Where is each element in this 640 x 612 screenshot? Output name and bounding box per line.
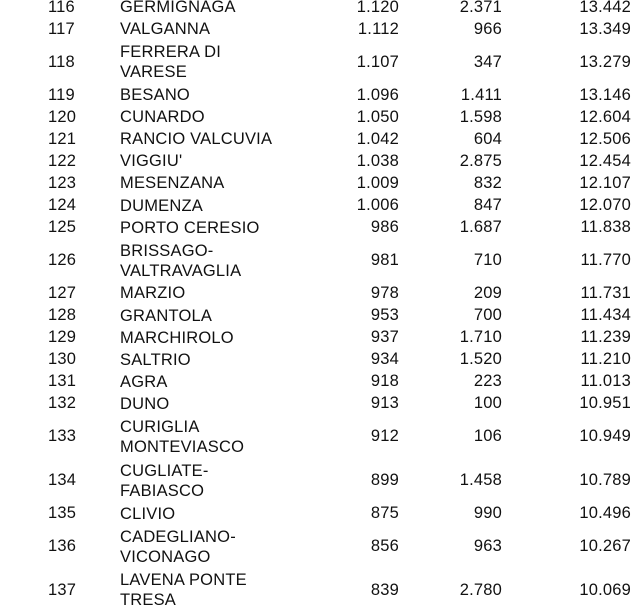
municipality-name-cell: RANCIO VALCUVIA: [120, 130, 273, 149]
table-row: [0, 106, 640, 128]
table-row: [0, 282, 640, 304]
value-column-3-cell: 10.496: [579, 504, 631, 523]
table-row: [0, 128, 640, 150]
rank-cell: 132: [48, 394, 77, 413]
rank-cell: 120: [48, 107, 77, 126]
rank-cell: 131: [48, 372, 77, 391]
table-row: [0, 327, 640, 349]
municipality-name-cell: DUNO: [120, 394, 170, 413]
municipality-name-cell: BRISSAGO- VALTRAVAGLIA: [120, 241, 242, 280]
municipality-name-cell: CADEGLIANO- VICONAGO: [120, 527, 236, 566]
municipality-name-cell: GRANTOLA: [120, 306, 213, 325]
rank-cell: 134: [48, 471, 77, 490]
rank-cell: 127: [48, 283, 77, 302]
value-column-3-cell: 12.506: [579, 129, 631, 148]
municipality-name-cell: VALGANNA: [120, 20, 211, 39]
municipality-name-cell: DUMENZA: [120, 196, 203, 215]
rank-cell: 125: [48, 218, 77, 237]
municipality-name-cell: CUNARDO: [120, 108, 205, 127]
value-column-3-cell: 13.146: [579, 85, 631, 104]
value-column-3-cell: 11.731: [580, 283, 631, 302]
value-column-3-cell: 13.279: [579, 52, 631, 71]
value-column-2-cell: 1.687: [459, 218, 502, 237]
table-row: [0, 217, 640, 239]
table-row: [0, 371, 640, 393]
value-column-2-cell: 1.411: [460, 85, 502, 104]
value-column-1-cell: 912: [370, 427, 399, 446]
value-column-1-cell: 1.107: [356, 52, 399, 71]
table-row: [0, 239, 640, 283]
rank-cell: 122: [48, 151, 77, 170]
table-row: [0, 0, 640, 18]
value-column-1-cell: 1.009: [356, 173, 399, 192]
value-column-2-cell: 2.875: [459, 151, 502, 170]
value-column-2-cell: 1.598: [459, 107, 502, 126]
value-column-3-cell: 13.442: [579, 0, 631, 16]
value-column-3-cell: 11.013: [580, 372, 631, 391]
value-column-3-cell: 12.107: [579, 173, 631, 192]
table-row: [0, 194, 640, 216]
table-row: [0, 503, 640, 525]
value-column-3-cell: 12.604: [579, 107, 631, 126]
value-column-1-cell: 839: [370, 580, 399, 599]
value-column-2-cell: 223: [473, 372, 502, 391]
municipality-name-cell: MARCHIROLO: [120, 328, 234, 347]
value-column-1-cell: 978: [370, 283, 399, 302]
rank-cell: 133: [48, 427, 77, 446]
table-row: [0, 18, 640, 40]
rank-cell: 130: [48, 350, 77, 369]
value-column-1-cell: 934: [370, 350, 399, 369]
value-column-3-cell: 11.210: [580, 350, 631, 369]
value-column-2-cell: 604: [473, 129, 502, 148]
value-column-3-cell: 11.434: [580, 306, 631, 325]
municipality-name-cell: BESANO: [120, 86, 190, 105]
rank-cell: 137: [48, 580, 77, 599]
value-column-3-cell: 10.951: [579, 394, 631, 413]
value-column-1-cell: 875: [370, 504, 399, 523]
municipality-name-cell: GERMIGNAGA: [120, 0, 236, 17]
value-column-3-cell: 10.949: [579, 427, 631, 446]
value-column-1-cell: 1.096: [356, 85, 399, 104]
value-column-1-cell: 918: [370, 372, 399, 391]
value-column-1-cell: 1.038: [356, 151, 399, 170]
rank-cell: 129: [48, 328, 77, 347]
value-column-1-cell: 899: [370, 471, 399, 490]
value-column-1-cell: 1.006: [356, 196, 399, 214]
table-row: [0, 150, 640, 172]
municipality-name-cell: MESENZANA: [120, 174, 225, 193]
value-column-1-cell: 913: [370, 394, 399, 413]
value-column-3-cell: 11.239: [580, 328, 631, 347]
value-column-1-cell: 986: [370, 218, 399, 237]
value-column-1-cell: 856: [370, 537, 399, 556]
value-column-2-cell: 847: [473, 196, 502, 214]
value-column-2-cell: 1.520: [459, 350, 502, 369]
table-row: [0, 415, 640, 459]
value-column-3-cell: 13.349: [579, 19, 631, 38]
value-column-3-cell: 12.454: [579, 151, 631, 170]
table-row: [0, 172, 640, 194]
municipality-name-cell: FERRERA DI VARESE: [120, 43, 222, 82]
value-column-2-cell: 2.780: [459, 580, 502, 599]
municipality-name-cell: CLIVIO: [120, 504, 176, 523]
table-row: [0, 305, 640, 327]
table-row: [0, 568, 640, 612]
rank-cell: 121: [48, 129, 77, 148]
value-column-2-cell: 106: [473, 427, 502, 446]
rank-cell: 116: [48, 0, 75, 16]
value-column-1-cell: 981: [370, 251, 399, 270]
value-column-2-cell: 347: [473, 52, 502, 71]
value-column-1-cell: 1.050: [356, 107, 399, 126]
value-column-2-cell: 963: [473, 537, 502, 556]
value-column-2-cell: 209: [473, 283, 502, 302]
rank-cell: 135: [48, 504, 77, 523]
municipality-name-cell: MARZIO: [120, 284, 186, 303]
value-column-2-cell: 2.371: [459, 0, 502, 16]
municipality-name-cell: PORTO CERESIO: [120, 218, 260, 237]
table-row: [0, 84, 640, 106]
rank-cell: 136: [48, 537, 77, 556]
value-column-2-cell: 832: [473, 173, 502, 192]
value-column-3-cell: 11.838: [580, 218, 631, 237]
value-column-1-cell: 1.120: [356, 0, 399, 16]
value-column-1-cell: 953: [370, 306, 399, 325]
value-column-3-cell: 10.069: [579, 580, 631, 599]
municipality-name-cell: VIGGIU': [120, 152, 183, 171]
value-column-2-cell: 990: [473, 504, 502, 523]
value-column-1-cell: 1.112: [357, 19, 399, 38]
rank-cell: 117: [48, 19, 75, 38]
value-column-1-cell: 937: [370, 328, 399, 347]
municipality-name-cell: LAVENA PONTE TRESA: [120, 571, 247, 610]
rank-cell: 119: [48, 85, 75, 104]
rank-cell: 124: [48, 196, 77, 214]
value-column-1-cell: 1.042: [356, 129, 399, 148]
value-column-2-cell: 700: [473, 306, 502, 325]
municipality-name-cell: AGRA: [120, 372, 168, 391]
value-column-3-cell: 12.070: [579, 196, 631, 214]
table-row: [0, 40, 640, 84]
value-column-2-cell: 1.458: [459, 471, 502, 490]
value-column-2-cell: 1.710: [459, 328, 502, 347]
value-column-2-cell: 100: [473, 394, 502, 413]
municipality-name-cell: SALTRIO: [120, 350, 191, 369]
municipality-name-cell: CURIGLIA MONTEVIASCO: [120, 417, 245, 456]
table-row: [0, 349, 640, 371]
value-column-3-cell: 10.267: [579, 537, 631, 556]
table-row: [0, 525, 640, 569]
value-column-3-cell: 10.789: [579, 471, 631, 490]
value-column-3-cell: 11.770: [580, 251, 631, 270]
rank-cell: 118: [48, 52, 75, 71]
table-row: [0, 393, 640, 415]
table-row: [0, 459, 640, 503]
rank-cell: 123: [48, 173, 77, 192]
municipality-name-cell: CUGLIATE- FABIASCO: [120, 461, 209, 500]
rank-cell: 128: [48, 306, 77, 325]
value-column-2-cell: 710: [473, 251, 502, 270]
value-column-2-cell: 966: [473, 19, 502, 38]
rank-cell: 126: [48, 251, 77, 270]
